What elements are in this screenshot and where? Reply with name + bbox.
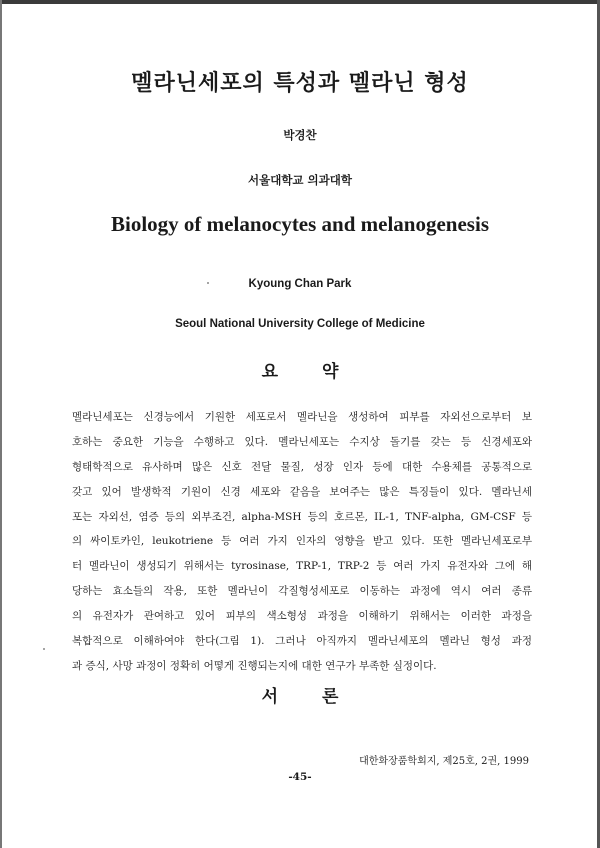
abstract-line: 터 멜라닌이 생성되기 위해서는 tyrosinase, TRP-1, TRP-2 등 여러 가지 유전자와 그에 해 [72, 560, 532, 573]
abstract-line: 형태학적으로 유사하며 많은 신호 전달 물질, 성장 인자 등에 대한 수용체를 공통적으로 [72, 460, 532, 473]
scan-speck [207, 282, 209, 284]
scan-edge-top [0, 0, 600, 4]
abstract-line: 멜라닌세포는 신경능에서 기원한 세포로서 멜라닌을 생성하여 피부를 자외선으로부터 보 [72, 411, 532, 423]
english-affiliation: Seoul National University College of Medicine [175, 318, 425, 330]
abstract-line: 포는 자외선, 염증 등의 외부조건, alpha-MSH 등의 호르몬, IL-1, TNF-alpha, GM-CSF 등 [72, 510, 532, 523]
abstract-body [72, 405, 532, 679]
abstract-heading: 요 약 [261, 362, 339, 382]
page-number: -45- [288, 771, 312, 783]
korean-affiliation: 서울대학교 의과대학 [248, 173, 352, 187]
introduction-heading: 서 론 [261, 687, 339, 707]
abstract-line: 의 싸이토카인, leukotriene 등 여러 가지 인자의 영향을 받고 있다. 또한 멜라닌세포로부 [72, 535, 532, 548]
journal-reference: 대한화장품학회지, 제25호, 2권, 1999 [359, 756, 529, 767]
korean-author: 박경찬 [283, 128, 317, 142]
abstract-line: 의 유전자가 관여하고 있어 피부의 색소형성 과정을 이해하기 위해서는 이러한 과정을 [72, 610, 532, 623]
english-title: Biology of melanocytes and melanogenesis [111, 212, 489, 236]
abstract-line: 갖고 있어 발생학적 기원이 신경 세포와 같음을 보여주는 많은 특징들이 있다. 멜라닌세 [72, 485, 532, 498]
abstract-line: 복합적으로 이해하여야 한다(그림 1). 그러나 아직까지 멜라닌세포의 멜라닌 형성 과정 [72, 635, 532, 648]
english-author: Kyoung Chan Park [248, 278, 352, 290]
abstract-line: 당하는 효소들의 작용, 또한 멜라닌이 각질형성세포로 이동하는 과정에 역시 여러 종류 [72, 585, 532, 598]
abstract-line: 호하는 중요한 기능을 수행하고 있다. 멜라닌세포는 수지상 돌기를 갖는 등 신경세포와 [72, 435, 532, 448]
abstract-line: 과 증식, 사망 과정이 정확히 어떻게 진행되는지에 대한 연구가 부족한 실정이다. [72, 659, 437, 672]
scan-speck [43, 648, 45, 650]
korean-title: 멜라닌세포의 특성과 멜라닌 형성 [131, 70, 469, 96]
